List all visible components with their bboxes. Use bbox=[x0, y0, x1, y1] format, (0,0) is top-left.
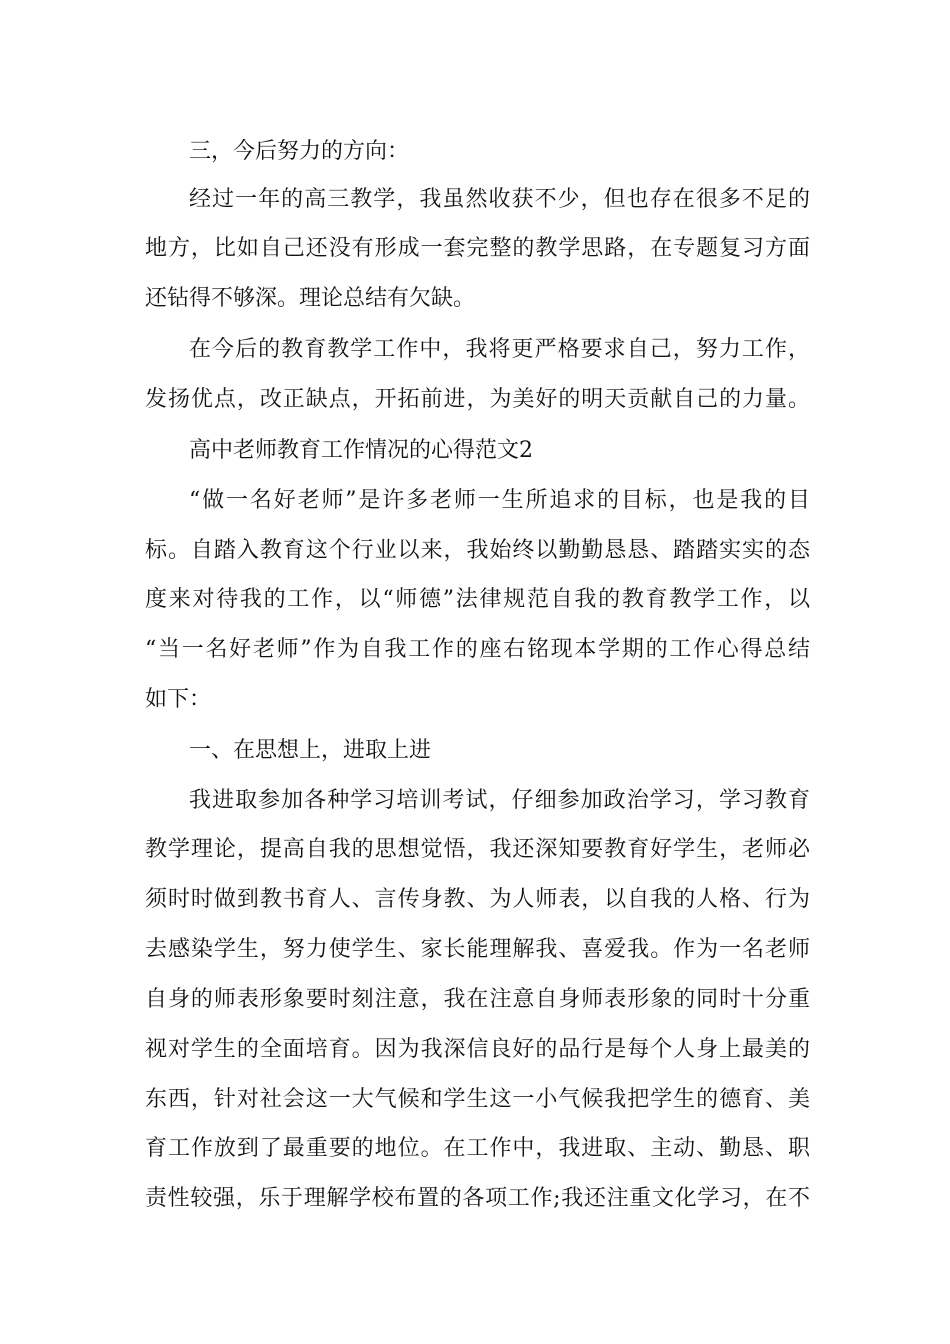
paragraph-line: 自身的师表形象要时刻注意，我在注意自身师表形象的同时十分重 bbox=[145, 987, 810, 1012]
paragraph-line: 标。自踏入教育这个行业以来，我始终以勤勤恳恳、踏踏实实的态 bbox=[145, 538, 810, 563]
paragraph-line: 责性较强，乐于理解学校布置的各项工作;我还注重文化学习，在不 bbox=[145, 1186, 810, 1211]
paragraph-line: 去感染学生，努力使学生、家长能理解我、喜爱我。作为一名老师 bbox=[145, 937, 810, 962]
paragraph-line: 在今后的教育教学工作中，我将更严格要求自己，努力工作， bbox=[189, 337, 810, 362]
paragraph-line: 视对学生的全面培育。因为我深信良好的品行是每个人身上最美的 bbox=[145, 1037, 810, 1062]
paragraph-line: 教学理论，提高自我的思想觉悟，我还深知要教育好学生，老师必 bbox=[145, 837, 810, 862]
paragraph-line: 度来对待我的工作，以“师德”法律规范自我的教育教学工作，以 bbox=[145, 587, 810, 612]
article-title: 高中老师教育工作情况的心得范文2 bbox=[189, 438, 533, 463]
paragraph-line: 地方，比如自己还没有形成一套完整的教学思路，在专题复习方面 bbox=[145, 236, 810, 261]
paragraph-line: 如下： bbox=[145, 687, 212, 712]
paragraph-line: “做一名好老师”是许多老师一生所追求的目标，也是我的目 bbox=[189, 488, 810, 513]
section-heading: 三，今后努力的方向： bbox=[189, 139, 410, 164]
paragraph-line: 东西，针对社会这一大气候和学生这一小气候我把学生的德育、美 bbox=[145, 1087, 810, 1112]
paragraph-line: 经过一年的高三教学，我虽然收获不少，但也存在很多不足的 bbox=[189, 187, 810, 212]
paragraph-line: 我进取参加各种学习培训考试，仔细参加政治学习，学习教育 bbox=[189, 788, 810, 813]
section-heading: 一、在思想上，进取上进 bbox=[189, 738, 432, 763]
paragraph-line: 发扬优点，改正缺点，开拓前进，为美好的明天贡献自己的力量。 bbox=[145, 387, 810, 412]
paragraph-line: 育工作放到了最重要的地位。在工作中，我进取、主动、勤恳、职 bbox=[145, 1136, 810, 1161]
paragraph-line: 还钻得不够深。理论总结有欠缺。 bbox=[145, 286, 476, 311]
paragraph-line: “当一名好老师”作为自我工作的座右铭现本学期的工作心得总结 bbox=[145, 637, 810, 662]
paragraph-line: 须时时做到教书育人、言传身教、为人师表，以自我的人格、行为 bbox=[145, 887, 810, 912]
